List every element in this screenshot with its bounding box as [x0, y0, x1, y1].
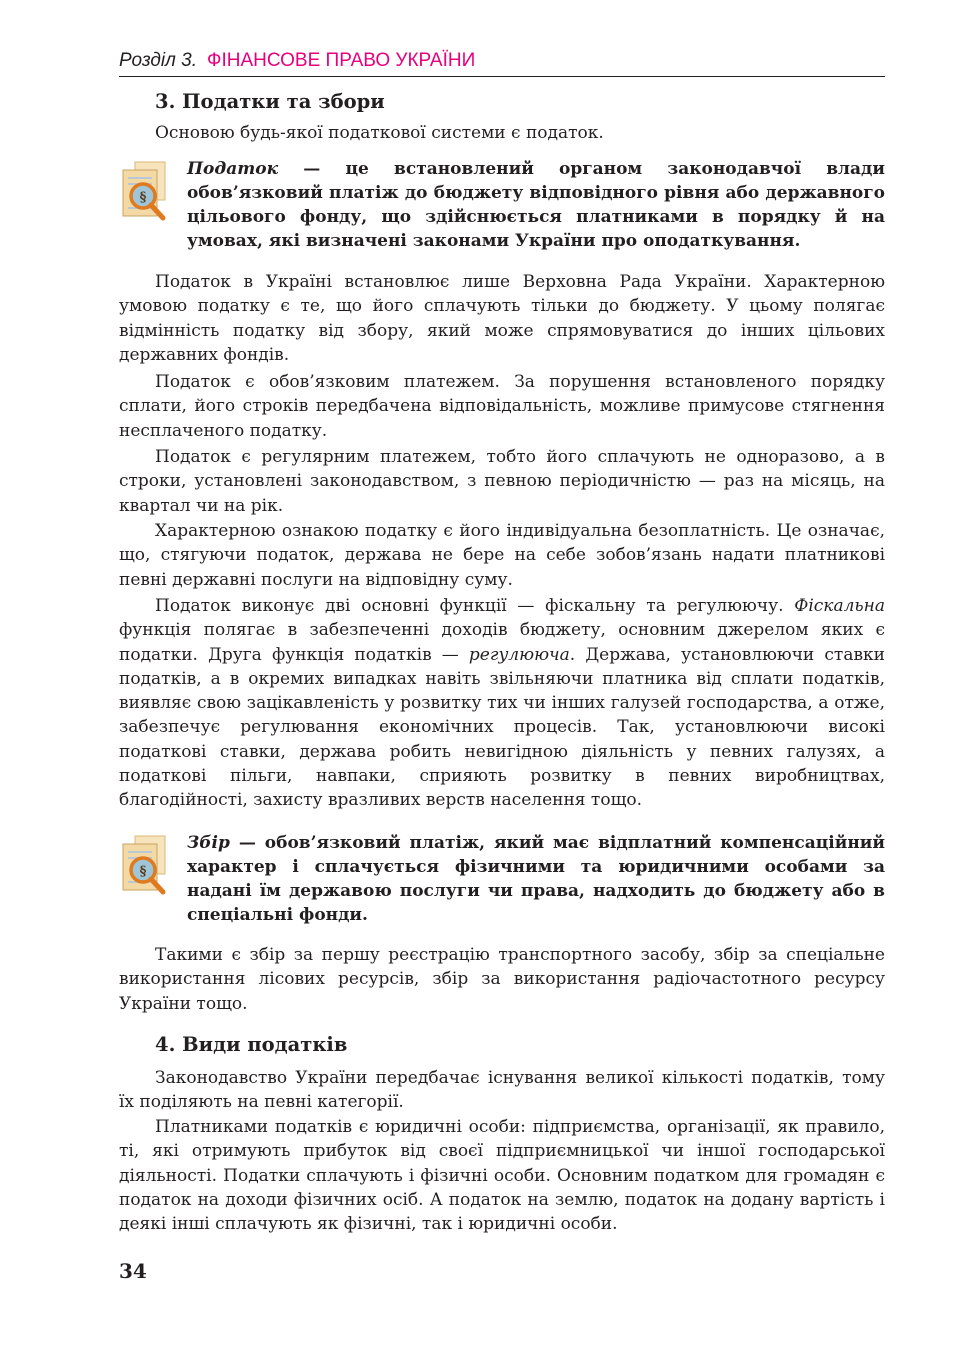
fee-examples-paragraph: Такими є збір за першу реєстрацію транспортного засобу, збір за спеціальне використання лісових ресурсів, збір за використання радіочастотного ресурсу України тощо.: [119, 945, 885, 1014]
running-header: [119, 50, 885, 77]
tax-definition: [187, 157, 885, 253]
chapter-label: Розділ 3.: [119, 50, 197, 71]
section-3-intro: Основою будь-якої податкової системи є податок.: [155, 123, 604, 143]
paragraph: Податок є обов’язковим платежем. За порушення встановленого порядку сплати, його строків передбачена відповідальність, можливе примусове стягнення несплаченого податку.: [119, 372, 885, 441]
regulatory-term: регулююча: [468, 644, 570, 665]
law-document-icon: [119, 160, 177, 226]
functions-paragraph: Податок виконує дві основні функції — фіскальну та регулюючу. Фіскальна функція полягає в забезпеченні доходів бюджету, основним джерелом яких є податки. Друга функція податків — регулююча. Держава, установлюючи ставки податків, а в окремих випадках навіть звільняючи платника від сплати податків, виявляє свою зацікавленість у розвитку тих чи інших галузей господарства, а отже, забезпечує регулювання економічних процесів. Так, установлюючи високі податкові ставки, держава робить невигідною діяльність у певних галузях, а податкові пільги, навпаки, сприяють розвитку в певних виробництвах, благодійності, захисту вразливих верств населення тощо.: [119, 596, 885, 811]
law-document-icon: [119, 834, 177, 900]
paragraph: Податок є регулярним платежем, тобто його сплачують не одноразово, а в строки, установлені законодавством, з певною періодичністю — раз на місяць, на квартал чи на рік.: [119, 447, 885, 516]
fiscal-term: Фіскальна: [794, 596, 885, 616]
tax-definition-text: — це встановлений органом законодавчої влади обов’язковий платіж до бюджету відповідного рівня або державного цільового фонду, що здійснюється платниками в порядку й на умовах, які визначені законами України про оподаткування.: [187, 159, 885, 251]
paragraph: Характерною ознакою податку є його індивідуальна безоплатність. Це означає, що, стягуючи податок, держава не бере на себе зобов’язань надати платникові певні державні послуги на відповідну суму.: [119, 521, 885, 590]
tax-term: Податок: [187, 159, 279, 179]
svg-text:§: §: [139, 190, 147, 205]
paragraph: Платниками податків є юридичні особи: підприємства, організації, як правило, ті, які отримують прибуток від своєї підприємницької чи іншої господарської діяльності. Податки сплачують і фізичні особи. Основним податком для громадян є податок на доходи фізичних осіб. А податок на землю, податок на додану вартість і деякі інші сплачують як фізичні, так і юридичні особи.: [119, 1117, 885, 1235]
chapter-title: ФІНАНСОВЕ ПРАВО УКРАЇНИ: [207, 50, 476, 71]
paragraph: Законодавство України передбачає існування великої кількості податків, тому їх поділяють на певні категорії.: [119, 1068, 885, 1113]
paragraph: Податок в Україні встановлює лише Верховна Рада України. Характерною умовою податку є те, що його сплачують тільки до бюджету. У цьому полягає відмінність податку від збору, який може спрямовуватися до інших цільових державних фондів.: [119, 272, 885, 365]
fee-definition: [187, 831, 885, 927]
page-number: 34: [119, 1259, 147, 1283]
fee-term: Збір: [187, 833, 230, 853]
section-4-heading: 4. Види податків: [155, 1033, 348, 1056]
section-3-heading: 3. Податки та збори: [155, 90, 385, 113]
svg-text:§: §: [139, 864, 147, 879]
fee-definition-text: — обов’язковий платіж, який має відплатний компенсаційний характер і сплачується фізичними та юридичними особами за надані їм державою послуги чи права, надходить до бюджету або в спеціальні фонди.: [187, 833, 885, 925]
